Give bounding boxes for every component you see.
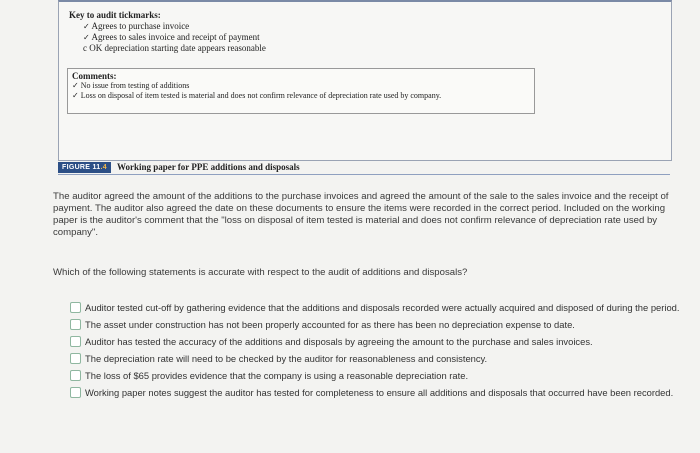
checkbox-icon[interactable] (70, 370, 81, 381)
figure-label: FIGURE 11.4 (58, 162, 111, 173)
comment-item: ✓ Loss on disposal of item tested is material and does not confirm relevance of depreciation rate used by company. (72, 91, 442, 100)
key-item: ✓ Agrees to sales invoice and receipt of payment (83, 32, 260, 42)
check-icon: ✓ (83, 33, 90, 42)
key-title: Key to audit tickmarks: (69, 10, 161, 20)
answer-options (70, 302, 690, 404)
checkbox-icon[interactable] (70, 336, 81, 347)
question-text: Which of the following statements is accurate with respect to the audit of additions and disposals? (53, 267, 468, 278)
c-tickmark-icon: c (83, 43, 87, 53)
answer-option-2[interactable]: The asset under construction has not been properly accounted for as there has been no depreciation expense to date. (70, 319, 690, 331)
answer-option-3[interactable]: Auditor has tested the accuracy of the additions and disposals by agreeing the amount to the purchase and sales invoices. (70, 336, 690, 348)
check-icon: ✓ (72, 91, 79, 100)
key-item: ✓ Agrees to purchase invoice (83, 21, 190, 31)
comments-box (67, 68, 535, 114)
comments-title: Comments: (72, 71, 117, 81)
answer-option-5[interactable]: The loss of $65 provides evidence that the company is using a reasonable depreciation rate. (70, 370, 690, 382)
answer-option-4[interactable]: The depreciation rate will need to be checked by the auditor for reasonableness and consistency. (70, 353, 690, 365)
comment-item: ✓ No issue from testing of additions (72, 81, 190, 90)
answer-option-1[interactable]: Auditor tested cut-off by gathering evidence that the additions and disposals recorded were actually acquired and disposed of during the period. (70, 302, 690, 314)
check-icon: ✓ (83, 22, 90, 31)
checkbox-icon[interactable] (70, 319, 81, 330)
key-item: c OK depreciation starting date appears reasonable (83, 43, 266, 53)
scenario-paragraph: The auditor agreed the amount of the additions to the purchase invoices and agreed the amount of the sale to the sales invoice and the receipt of payment. The auditor also agreed the date on these documents to ensure the items were recorded in the correct period. Included on the working paper is the auditor's comment that the "loss on disposal of item tested is material and does not confirm relevance of depreciation rate used by company". (53, 191, 669, 238)
figure-caption (58, 160, 300, 174)
check-icon: ✓ (72, 81, 79, 90)
caption-divider (58, 174, 670, 175)
working-paper-figure (58, 0, 672, 161)
checkbox-icon[interactable] (70, 353, 81, 364)
tickmark-key (69, 10, 266, 54)
figure-title: Working paper for PPE additions and disposals (116, 162, 300, 172)
checkbox-icon[interactable] (70, 302, 81, 313)
checkbox-icon[interactable] (70, 387, 81, 398)
answer-option-6[interactable]: Working paper notes suggest the auditor has tested for completeness to ensure all additions and disposals that occurred have been recorded. (70, 387, 690, 399)
